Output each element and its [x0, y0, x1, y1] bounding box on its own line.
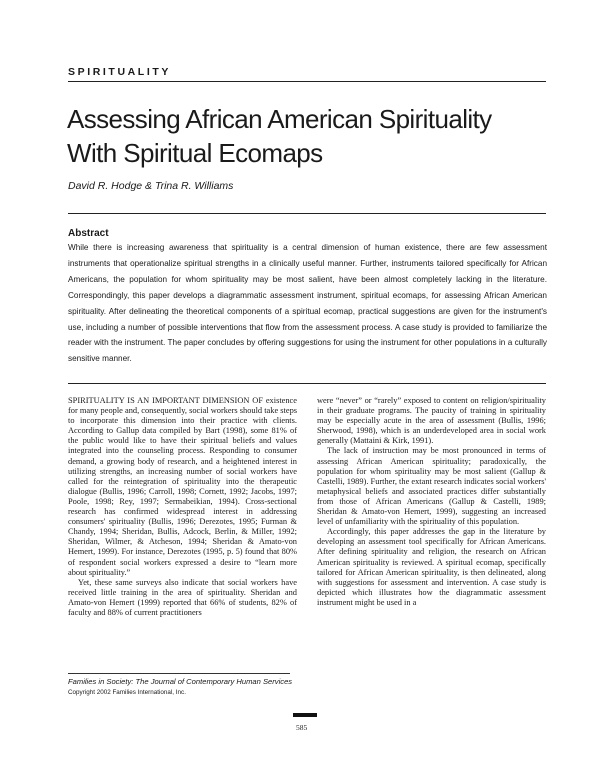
abstract-text: While there is increasing awareness that spirituality is a central dimension of human existence, there are few assessment instruments that operationalize spiritual strengths in a clinically useful manner. Further, instruments tailored specifically for African Americans, the population for whom spirituality may be most salient, have been almost completely lacking in the literature. Correspondingly, this paper develops a diagrammatic assessment instrument, spiritual ecomaps, for assessing African American spirituality. After delineating the theoretical components of a spiritual ecomap, practical suggestions are given for the instrument's use, including a number of possible interventions that flow from the assessment process. A case study is provided to familiarize the reader with the instrument. The paper concludes by offering suggestions for using the instrument for other populations in a culturally sensitive manner. — [68, 243, 547, 364]
body-paragraph: were “never” or “rarely” exposed to content on religion/spirituality in their graduate programs. The paucity of training in spirituality may be especially acute in the area of assessment (Bullis, 1996; Sherwood, 1998), which is an underdeveloped area in social work generally (Mattaini & Kirk, 1991). — [317, 396, 546, 446]
abstract-heading: Abstract — [68, 228, 109, 239]
body-right-column — [317, 396, 546, 608]
abstract-top-rule — [68, 213, 546, 214]
journal-name: Families in Society: The Journal of Contemporary Human Services — [68, 677, 293, 686]
article-title: Assessing African American Spirituality With Spiritual Ecomaps — [67, 104, 492, 168]
footer-rule — [68, 673, 290, 674]
copyright-notice: Copyright 2002 Families International, Inc. — [68, 689, 186, 696]
body-paragraph: Accordingly, this paper addresses the gap in the literature by developing an assessment tool specifically for African Americans. After defining spirituality and religion, the research on African American spirituality is reviewed. A spiritual ecomap, specifically tailored for African American spirituality, is then delineated, along with suggestions for assessment and intervention. A case study is depicted which illustrates how the diagrammatic assessment instrument might be used in a — [317, 527, 546, 607]
abstract-bottom-rule — [68, 383, 546, 384]
body-paragraph: The lack of instruction may be most pronounced in terms of assessing African American spirituality; paradoxically, the population for whom spirituality may be most salient (Gallup & Castelli, 1989). Further, the extant research indicates social workers' metaphysical beliefs and associated practices differ substantially from those of African Americans (Gallup & Castelli, 1989; Sheridan & Amato-von Hemert, 1999), suggesting an increased level of unfamiliarity with the spirituality of this population. — [317, 446, 546, 527]
body-paragraph: Yet, these same surveys also indicate that social workers have received little training in the area of spirituality. Sheridan and Amato-von Hemert (1999) reported that 66% of students, 82% of faculty and 88% of current practitioners — [68, 577, 297, 617]
section-rule — [68, 81, 546, 82]
page-number-bar — [293, 713, 317, 717]
page-number: 585 — [296, 723, 308, 732]
body-paragraph: SPIRITUALITY IS AN IMPORTANT DIMENSION OF existence for many people and, consequently, social workers should take steps to incorporate this dimension into their practice with clients. According to Gallup data compiled by Bart (1998), some 81% of the public would like to have their spiritual beliefs and values integrated into the counseling process. Responding to consumer demand, a growing body of research, and a heightened interest in utilizing strengths, an increasing number of social workers have called for the reintegration of spirituality into the therapeutic dialogue (Bullis, 1996; Carroll, 1998; Cornett, 1992; Jacobs, 1997; Poole, 1998; Rey, 1997; Sermabeikian, 1994). Cross-sectional research has confirmed widespread interest in addressing consumers' spirituality (Bullis, 1996; Derezotes, 1995; Furman & Chandy, 1994; Sheridan, Bullis, Adcock, Berlin, & Miller, 1992; Sheridan, Wilmer, & Atcheson, 1994; Sheridan & Amato-von Hemert, 1999). For instance, Derezotes (1995, p. 5) found that 80% of respondent social workers expressed a desire to “learn more about spirituality.” — [68, 396, 298, 577]
section-label: SPIRITUALITY — [68, 66, 171, 78]
article-authors: David R. Hodge & Trina R. Williams — [68, 180, 234, 192]
body-left-column — [68, 396, 297, 618]
